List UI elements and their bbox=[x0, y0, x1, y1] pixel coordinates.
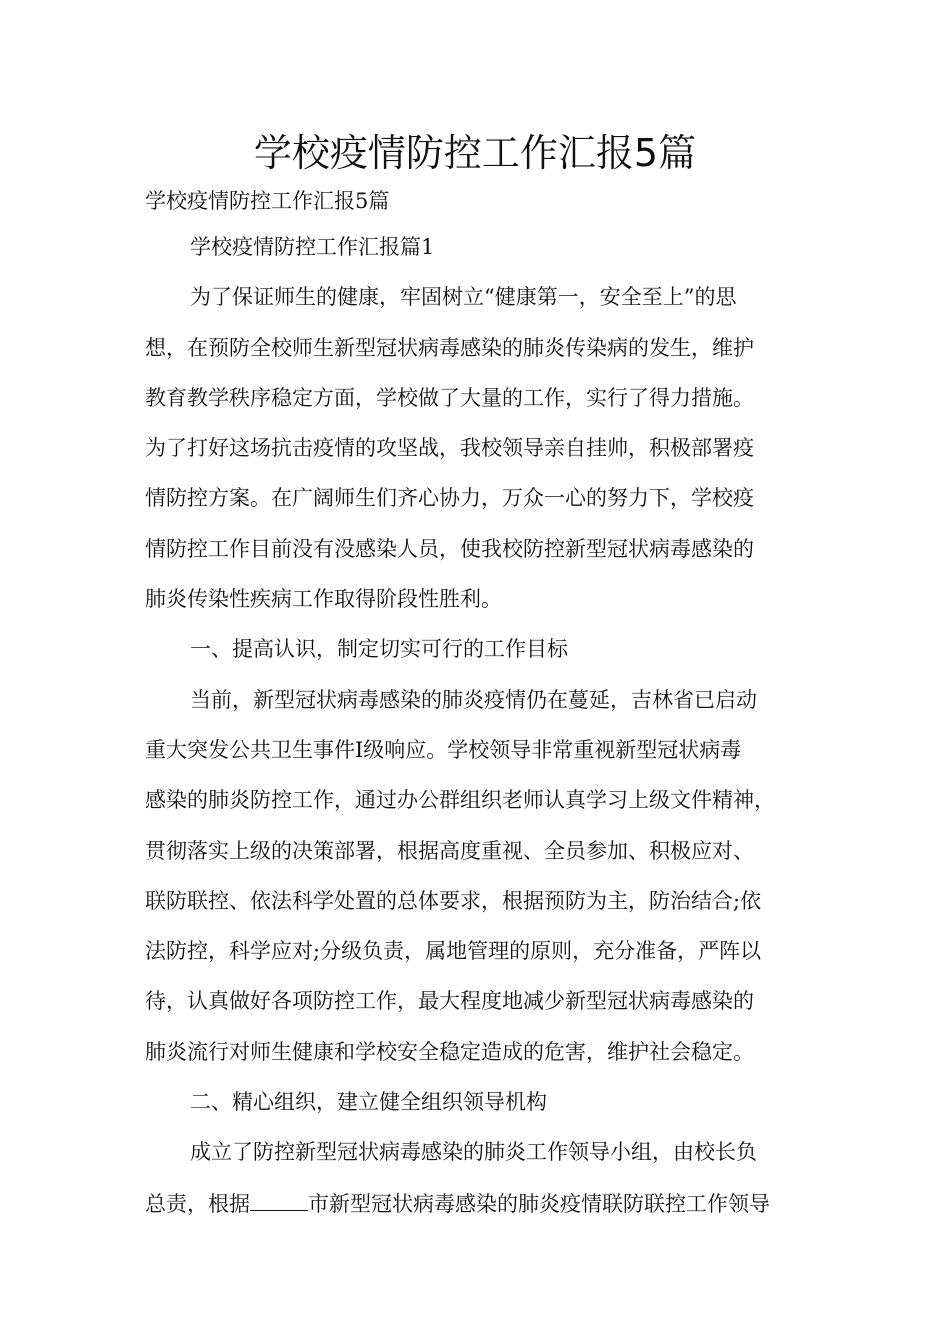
body-line: 想，在预防全校师生新型冠状病毒感染的肺炎传染病的发生，维护 bbox=[145, 335, 754, 360]
body-line: 为了打好这场抗击疫情的攻坚战，我校领导亲自挂帅，积极部署疫 bbox=[145, 436, 754, 461]
body-line: 肺炎流行对师生健康和学校安全稳定造成的危害，维护社会稳定。 bbox=[145, 1039, 754, 1064]
body-line: 重大突发公共卫生事件Ⅰ级响应。学校领导非常重视新型冠状病毒 bbox=[145, 737, 742, 762]
fill-in-blank bbox=[250, 1188, 308, 1211]
body-line: 情防控工作目前没有没感染人员，使我校防控新型冠状病毒感染的 bbox=[145, 536, 754, 561]
body-line: 成立了防控新型冠状病毒感染的肺炎工作领导小组，由校长负 bbox=[190, 1140, 757, 1165]
body-line: 二、精心组织，建立健全组织领导机构 bbox=[190, 1090, 547, 1115]
document-title: 学校疫情防控工作汇报5篇 bbox=[253, 131, 697, 175]
body-line: 学校疫情防控工作汇报篇1 bbox=[190, 235, 435, 259]
body-line: 当前，新型冠状病毒感染的肺炎疫情仍在蔓延，吉林省已启动 bbox=[190, 687, 757, 712]
body-line: 为了保证师生的健康，牢固树立“健康第一，安全至上”的思 bbox=[190, 285, 737, 310]
body-line: 待，认真做好各项防控工作，最大程度地减少新型冠状病毒感染的 bbox=[145, 989, 754, 1014]
body-line: 联防联控、依法科学处置的总体要求，根据预防为主，防治结合;依 bbox=[145, 888, 762, 913]
body-line: 教育教学秩序稳定方面，学校做了大量的工作，实行了得力措施。 bbox=[145, 385, 754, 410]
document-body bbox=[145, 232, 825, 1238]
body-line: 情防控方案。在广阔师生们齐心协力，万众一心的努力下，学校疫 bbox=[145, 486, 754, 511]
body-line: 贯彻落实上级的决策部署，根据高度重视、全员参加、积极应对、 bbox=[145, 838, 754, 863]
document-subtitle: 学校疫情防控工作汇报5篇 bbox=[145, 189, 390, 213]
body-line-last bbox=[145, 1188, 825, 1218]
body-line: 法防控，科学应对;分级负责，属地管理的原则，充分准备，严阵以 bbox=[145, 939, 762, 964]
last-line-before: 总责，根据 bbox=[145, 1191, 250, 1216]
body-line: 一、提高认识，制定切实可行的工作目标 bbox=[190, 637, 568, 662]
last-line-after: 市新型冠状病毒感染的肺炎疫情联防联控工作领导 bbox=[308, 1191, 770, 1216]
body-line: 感染的肺炎防控工作，通过办公群组织老师认真学习上级文件精神， bbox=[145, 788, 775, 813]
body-line: 肺炎传染性疾病工作取得阶段性胜利。 bbox=[145, 587, 502, 612]
